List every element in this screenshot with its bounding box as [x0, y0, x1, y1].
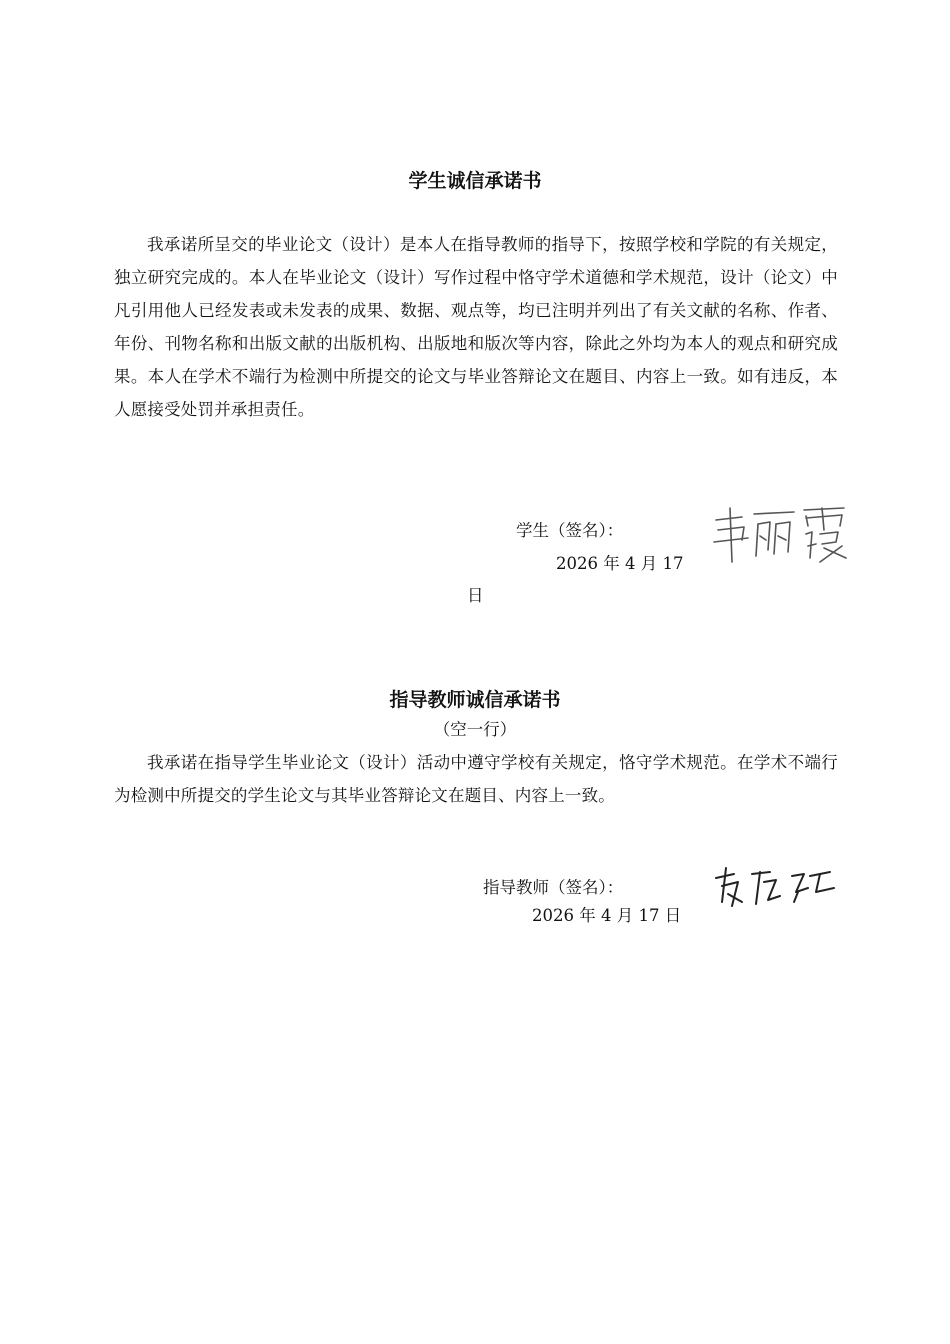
student-pledge-title: 学生诚信承诺书: [408, 170, 542, 192]
student-signature-date-day: 日: [467, 586, 484, 605]
advisor-handwritten-signature: [712, 862, 837, 912]
student-signature-date: 2026 年 4 月 17: [556, 554, 684, 573]
advisor-signature-date: 2026 年 4 月 17 日: [532, 906, 682, 925]
advisor-signature-label: 指导教师（签名）：: [483, 878, 624, 897]
student-signature-label: 学生（签名）：: [516, 521, 624, 540]
student-handwritten-signature: [708, 500, 853, 570]
advisor-pledge-body: 我承诺在指导学生毕业论文（设计）活动中遵守学校有关规定，恪守学术规范。在学术不端行为检测中所提交的学生论文与其毕业答辩论文在题目、内容上一致。: [114, 753, 838, 805]
student-pledge-body: 我承诺所呈交的毕业论文（设计）是本人在指导教师的指导下，按照学校和学院的有关规定，独立研究完成的。本人在毕业论文（设计）写作过程中恪守学术道德和学术规范，设计（论文）中凡引用他人已经发表或未发表的成果、数据、观点等，均已注明并列出了有关文献的名称、作者、年份、刊物名称和出版文献的出版机构、出版地和版次等内容，除此之外均为本人的观点和研究成果。本人在学术不端行为检测中所提交的论文与毕业答辩论文在题目、内容上一致。如有违反，本人愿接受处罚并承担责任。: [114, 235, 838, 419]
advisor-pledge-title: 指导教师诚信承诺书: [389, 689, 561, 711]
advisor-blank-line-note: （空一行）: [433, 720, 517, 739]
